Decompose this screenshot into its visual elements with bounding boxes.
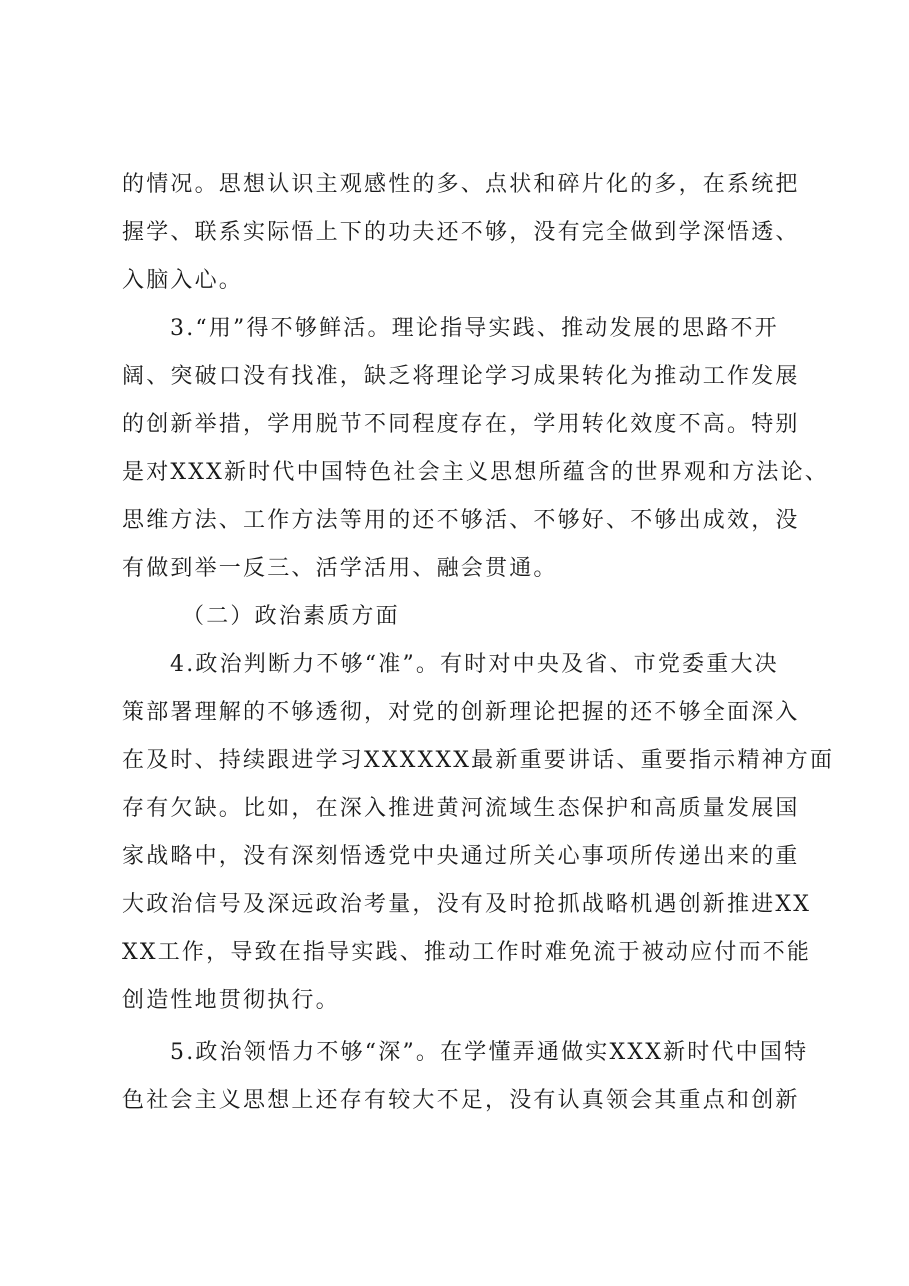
paragraph-start-3: 3.“用”得不够鲜活。理论指导实践、推动发展的思路不开 bbox=[170, 316, 779, 341]
text-line: 握学、联系实际悟上下的功夫还不够，没有完全做到学深悟透、 bbox=[122, 220, 800, 245]
text-line: 大政治信号及深远政治考量，没有及时抢抓战略机遇创新推进XX bbox=[122, 892, 812, 917]
text-line: XX工作，导致在指导实践、推动工作时难免流于被动应付而不能 bbox=[122, 940, 812, 965]
text-line: 思维方法、工作方法等用的还不够活、不够好、不够出成效，没 bbox=[122, 508, 800, 533]
text-line: 入脑入心。 bbox=[122, 268, 244, 293]
text-line: 是对XXX新时代中国特色社会主义思想所蕴含的世界观和方法论、 bbox=[122, 460, 829, 485]
text-line: 阔、突破口没有找准，缺乏将理论学习成果转化为推动工作发展 bbox=[122, 364, 800, 389]
paragraph-start-5: 5.政治领悟力不够“深”。在学懂弄通做实XXX新时代中国特 bbox=[170, 1040, 809, 1065]
section-heading: （二）政治素质方面 bbox=[182, 604, 400, 629]
text-line: 创造性地贯彻执行。 bbox=[122, 988, 340, 1013]
text-line: 有做到举一反三、活学活用、融会贯通。 bbox=[122, 556, 558, 581]
text-line: 策部署理解的不够透彻，对党的创新理论把握的还不够全面深入 bbox=[122, 700, 800, 725]
text-line: 的创新举措，学用脱节不同程度存在，学用转化效度不高。特别 bbox=[122, 412, 800, 437]
text-line: 的情况。思想认识主观感性的多、点状和碎片化的多，在系统把 bbox=[122, 172, 800, 197]
text-line: 家战略中，没有深刻悟透党中央通过所关心事项所传递出来的重 bbox=[122, 844, 800, 869]
text-line: 色社会主义思想上还存有较大不足，没有认真领会其重点和创新 bbox=[122, 1088, 800, 1113]
text-line: 在及时、持续跟进学习XXXXXX最新重要讲话、重要指示精神方面 bbox=[122, 748, 835, 773]
paragraph-start-4: 4.政治判断力不够“准”。有时对中央及省、市党委重大决 bbox=[170, 652, 779, 677]
text-line: 存有欠缺。比如，在深入推进黄河流域生态保护和高质量发展国 bbox=[122, 796, 800, 821]
